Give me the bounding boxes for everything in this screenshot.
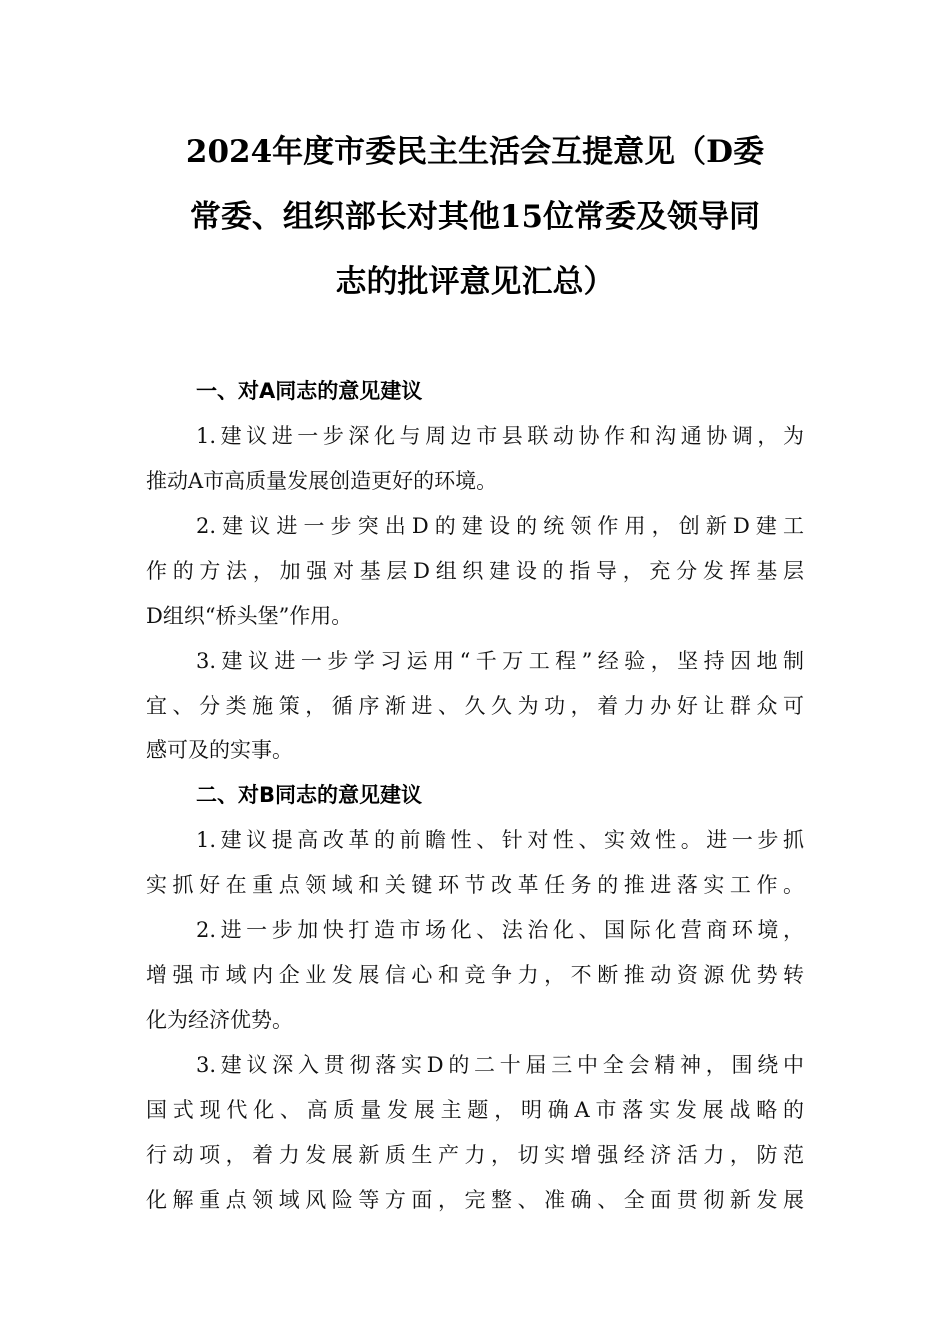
paragraph-line: 增强市域内企业发展信心和竞争力，不断推动资源优势转 (146, 963, 804, 987)
paragraph-line: 1.建议提高改革的前瞻性、针对性、实效性。进一步抓 (196, 828, 804, 852)
paragraph-line: D组织“桥头堡”作用。 (146, 604, 353, 628)
document-title-line-1: 2024年度市委民主生活会互提意见（D委 (185, 134, 765, 170)
paragraph-line: 2.进一步加快打造市场化、法治化、国际化营商环境， (196, 918, 804, 942)
document-title-line-2: 常委、组织部长对其他15位常委及领导同 (189, 199, 761, 235)
paragraph-line: 行动项，着力发展新质生产力，切实增强经济活力，防范 (146, 1143, 804, 1167)
paragraph-line: 2.建议进一步突出D的建设的统领作用，创新D建工 (196, 514, 804, 538)
paragraph-line: 实抓好在重点领域和关键环节改革任务的推进落实工作。 (146, 873, 804, 897)
document-title-line-3: 志的批评意见汇总） (335, 264, 615, 300)
paragraph-line: 化为经济优势。 (146, 1008, 293, 1032)
paragraph-line: 3.建议深入贯彻落实D的二十届三中全会精神，围绕中 (196, 1053, 804, 1077)
paragraph-line: 感可及的实事。 (146, 738, 293, 762)
section-heading-a: 一、对A同志的意见建议 (196, 379, 423, 403)
paragraph-line: 3.建议进一步学习运用“千万工程”经验，坚持因地制 (196, 649, 804, 673)
paragraph-line: 推动A市高质量发展创造更好的环境。 (146, 469, 498, 493)
paragraph-line: 国式现代化、高质量发展主题，明确A市落实发展战略的 (146, 1098, 804, 1122)
paragraph-line: 化解重点领域风险等方面，完整、准确、全面贯彻新发展 (146, 1188, 804, 1212)
section-heading-b: 二、对B同志的意见建议 (196, 783, 423, 807)
paragraph-line: 作的方法，加强对基层D组织建设的指导，充分发挥基层 (146, 559, 804, 583)
paragraph-line: 宜、分类施策，循序渐进、久久为功，着力办好让群众可 (146, 694, 804, 718)
paragraph-line: 1.建议进一步深化与周边市县联动协作和沟通协调，为 (196, 424, 804, 448)
